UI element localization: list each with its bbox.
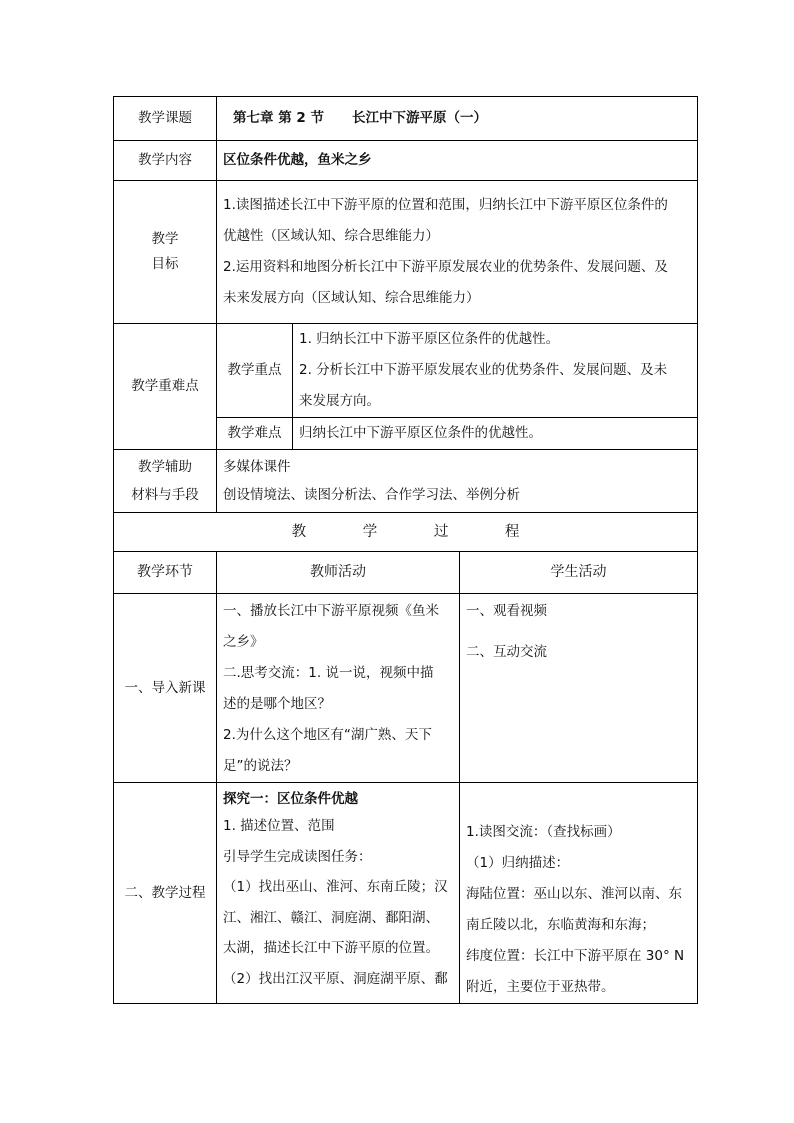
aids-line: 多媒体课件 bbox=[223, 459, 291, 475]
lesson-plan-page bbox=[113, 96, 697, 1004]
process-char: 过 bbox=[433, 523, 449, 540]
teacher-line: 述的是哪个地区？ bbox=[223, 696, 331, 712]
student-line: 纬度位置：长江中下游平原在 30° N bbox=[466, 948, 685, 964]
teacher-line: 1. 描述位置、范围 bbox=[223, 818, 335, 834]
process-char: 程 bbox=[504, 523, 520, 540]
goal-line: 1.读图描述长江中下游平原的位置和范围，归纳长江中下游平原区位条件的 bbox=[223, 197, 668, 213]
teacher-line: 之乡》 bbox=[223, 634, 264, 650]
teacher-column-header: 教师活动 bbox=[217, 552, 460, 594]
focus-label: 教学重点 bbox=[217, 324, 293, 418]
student-line: 一、观看视频 bbox=[466, 603, 547, 619]
process-char: 学 bbox=[362, 523, 378, 540]
goals-label-line-2: 目标 bbox=[151, 256, 179, 272]
lesson-title: 长江中下游平原（一） bbox=[352, 110, 487, 127]
teacher-line: 足”的说法？ bbox=[223, 758, 298, 774]
focus-line: 2. 分析长江中下游平原发展农业的优势条件、发展问题、及未 bbox=[299, 362, 668, 378]
aids-line: 创设情境法、读图分析法、合作学习法、举例分析 bbox=[223, 487, 520, 503]
goal-line: 2.运用资料和地图分析长江中下游平原发展农业的优势条件、发展问题、及 bbox=[223, 259, 668, 275]
teacher-line: （2）找出江汉平原、洞庭湖平原、鄱 bbox=[223, 970, 448, 987]
teacher-line: 引导学生完成读图任务： bbox=[223, 848, 372, 865]
topic-value bbox=[217, 97, 698, 141]
process-header-row bbox=[114, 513, 698, 552]
stage-1-row bbox=[114, 594, 698, 783]
teacher-line: 二.思考交流：1. 说一说，视频中描 bbox=[223, 665, 434, 681]
student-line: 附近，主要位于亚热带。 bbox=[466, 979, 615, 995]
goals-value bbox=[217, 181, 698, 324]
aids-label-line-2: 材料与手段 bbox=[131, 487, 199, 503]
aids-value bbox=[217, 450, 698, 513]
focus-line: 来发展方向。 bbox=[299, 393, 380, 409]
content-label: 教学内容 bbox=[114, 141, 217, 181]
student-line: （1）归纳描述： bbox=[466, 855, 570, 871]
stage-1-student bbox=[460, 594, 698, 783]
goals-label-line-1: 教学 bbox=[151, 231, 179, 248]
process-char: 教 bbox=[291, 523, 307, 540]
stage-2-teacher bbox=[217, 783, 460, 1004]
student-line: 海陆位置：巫山以东、淮河以南、东 bbox=[466, 886, 682, 902]
focus-value bbox=[293, 324, 698, 418]
stage-2-row bbox=[114, 783, 698, 1004]
stage-2-label: 二、教学过程 bbox=[114, 783, 217, 1004]
teacher-line: 一、播放长江中下游平原视频《鱼米 bbox=[223, 603, 439, 619]
content-row bbox=[114, 141, 698, 181]
aids-label bbox=[114, 450, 217, 513]
goals-row bbox=[114, 181, 698, 324]
stage-1-teacher bbox=[217, 594, 460, 783]
key-points-label: 教学重难点 bbox=[114, 324, 217, 450]
focus-row bbox=[114, 324, 698, 418]
stage-1-label: 一、导入新课 bbox=[114, 594, 217, 783]
student-line: 1.读图交流：（查找标画） bbox=[466, 824, 621, 840]
chapter-text: 第七章 bbox=[233, 110, 274, 127]
teacher-line: 江、湘江、赣江、洞庭湖、鄱阳湖、 bbox=[223, 909, 439, 926]
exploration-heading: 探究一：区位条件优越 bbox=[223, 791, 358, 807]
aids-label-line-1: 教学辅助 bbox=[138, 459, 192, 475]
difficulty-label: 教学难点 bbox=[217, 418, 293, 450]
goal-line: 未来发展方向（区域认知、综合思维能力） bbox=[223, 290, 480, 306]
content-value: 区位条件优越，鱼米之乡 bbox=[217, 141, 698, 181]
teacher-line: 太湖，描述长江中下游平原的位置。 bbox=[223, 940, 439, 956]
aids-row bbox=[114, 450, 698, 513]
topic-label: 教学课题 bbox=[114, 97, 217, 141]
stage-column-header: 教学环节 bbox=[114, 552, 217, 594]
goal-line: 优越性（区域认知、综合思维能力） bbox=[223, 228, 439, 244]
stage-2-student bbox=[460, 783, 698, 1004]
student-line: 南丘陵以北，东临黄海和东海； bbox=[466, 917, 655, 933]
section-text: 第 2 节 bbox=[278, 110, 324, 127]
difficulty-value: 归纳长江中下游平原区位条件的优越性。 bbox=[293, 418, 698, 450]
teacher-line: （1）找出巫山、淮河、东南丘陵；汉 bbox=[223, 879, 448, 895]
topic-row bbox=[114, 97, 698, 141]
goals-label bbox=[114, 181, 217, 324]
student-column-header: 学生活动 bbox=[460, 552, 698, 594]
column-header-row bbox=[114, 552, 698, 594]
teacher-line: 2.为什么这个地区有“湖广熟、天下 bbox=[223, 727, 432, 743]
student-line: 二、互动交流 bbox=[466, 644, 547, 660]
lesson-plan-table bbox=[113, 96, 698, 1004]
focus-line: 1. 归纳长江中下游平原区位条件的优越性。 bbox=[299, 331, 560, 347]
process-header bbox=[114, 513, 698, 552]
